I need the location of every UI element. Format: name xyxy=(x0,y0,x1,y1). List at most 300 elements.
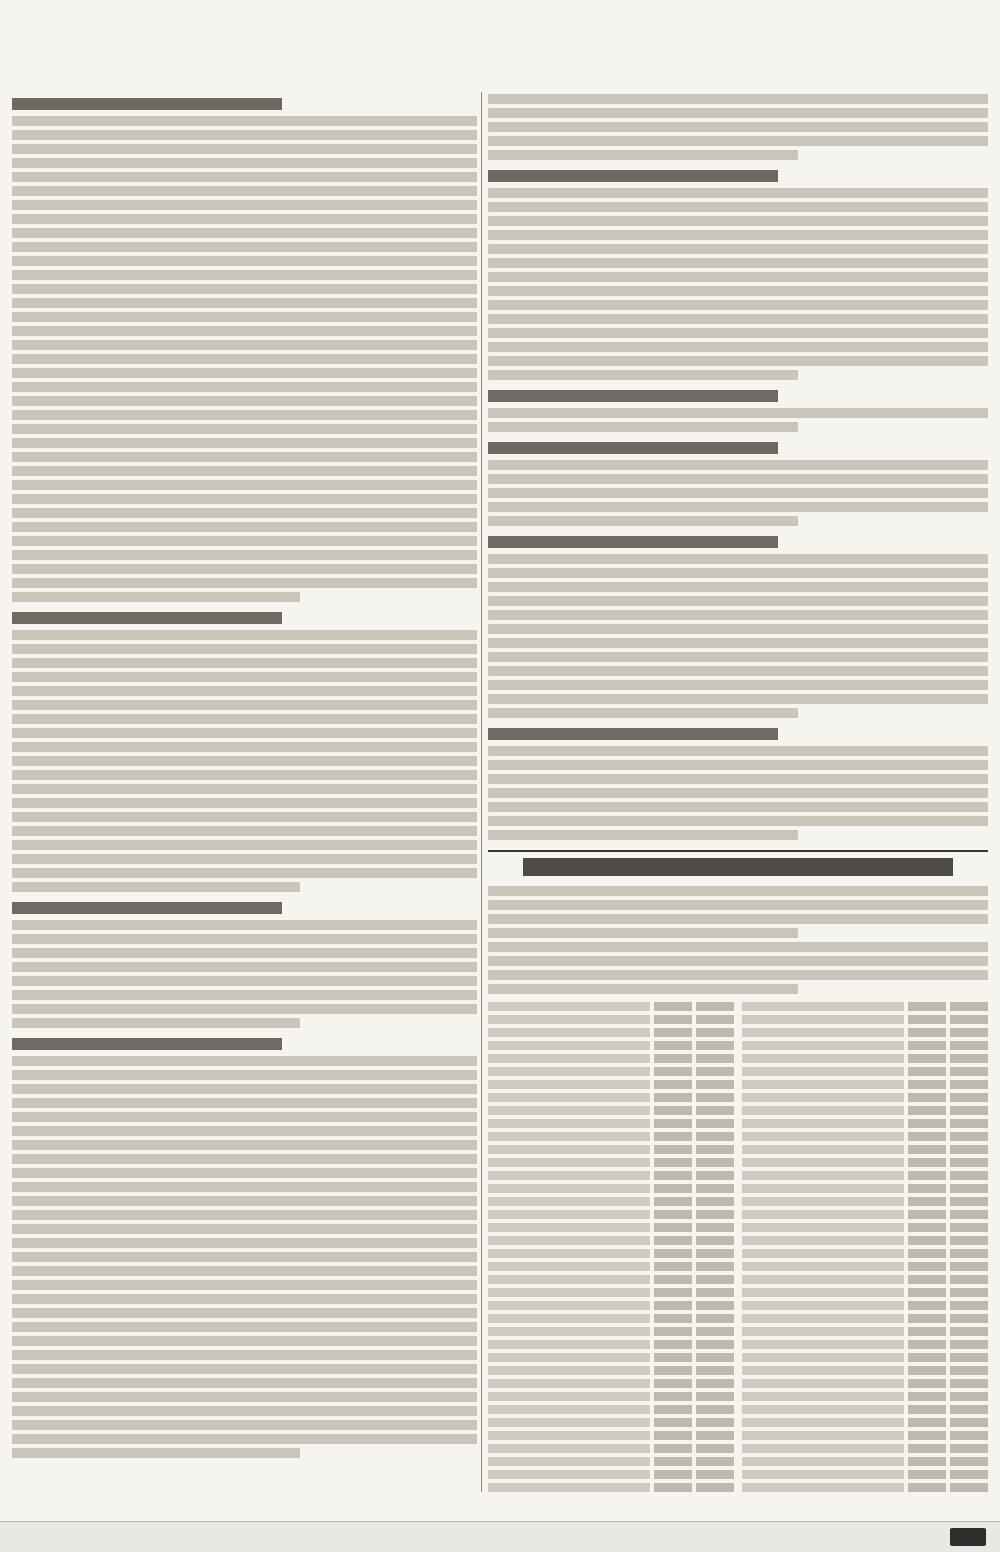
table-cell-placeholder xyxy=(696,1288,734,1297)
table-cell-placeholder xyxy=(654,1327,692,1336)
text-line-placeholder xyxy=(12,480,477,490)
text-line-placeholder xyxy=(12,1196,477,1206)
article-block xyxy=(12,98,477,602)
table-cell-placeholder xyxy=(742,1470,904,1479)
text-line-placeholder xyxy=(12,868,477,878)
stock-quote-row-placeholder xyxy=(742,1236,988,1245)
table-cell-placeholder xyxy=(950,1080,988,1089)
table-cell-placeholder xyxy=(950,1132,988,1141)
table-cell-placeholder xyxy=(488,1184,650,1193)
stock-quote-row-placeholder xyxy=(742,1340,988,1349)
table-cell-placeholder xyxy=(742,1392,904,1401)
table-cell-placeholder xyxy=(742,1379,904,1388)
text-line-placeholder xyxy=(488,244,988,254)
table-cell-placeholder xyxy=(654,1197,692,1206)
text-line-placeholder xyxy=(488,596,988,606)
stock-quote-row-placeholder xyxy=(488,1015,734,1024)
text-line-placeholder xyxy=(488,970,988,980)
table-cell-placeholder xyxy=(908,1470,946,1479)
text-line-placeholder xyxy=(488,300,988,310)
table-cell-placeholder xyxy=(488,1444,650,1453)
table-cell-placeholder xyxy=(696,1379,734,1388)
table-cell-placeholder xyxy=(488,1197,650,1206)
table-cell-placeholder xyxy=(742,1314,904,1323)
text-line-placeholder xyxy=(488,286,988,296)
table-cell-placeholder xyxy=(488,1223,650,1232)
table-cell-placeholder xyxy=(654,1392,692,1401)
stock-quote-row-placeholder xyxy=(488,1171,734,1180)
table-cell-placeholder xyxy=(654,1119,692,1128)
table-cell-placeholder xyxy=(742,1457,904,1466)
stock-quote-row-placeholder xyxy=(488,1275,734,1284)
text-line-placeholder xyxy=(12,424,477,434)
table-cell-placeholder xyxy=(950,1041,988,1050)
article-heading xyxy=(488,170,778,182)
table-cell-placeholder xyxy=(908,1366,946,1375)
table-cell-placeholder xyxy=(696,1171,734,1180)
text-line-placeholder xyxy=(12,564,477,574)
text-line-placeholder xyxy=(12,200,477,210)
table-cell-placeholder xyxy=(950,1119,988,1128)
table-cell-placeholder xyxy=(488,1054,650,1063)
table-cell-placeholder xyxy=(654,1184,692,1193)
table-cell-placeholder xyxy=(654,1080,692,1089)
table-cell-placeholder xyxy=(742,1184,904,1193)
table-cell-placeholder xyxy=(488,1418,650,1427)
table-cell-placeholder xyxy=(950,1249,988,1258)
table-cell-placeholder xyxy=(950,1379,988,1388)
telegram-title xyxy=(523,858,953,876)
table-cell-placeholder xyxy=(654,1444,692,1453)
article-block xyxy=(488,94,988,160)
table-cell-placeholder xyxy=(696,1353,734,1362)
text-line-placeholder xyxy=(12,1434,477,1444)
table-cell-placeholder xyxy=(696,1314,734,1323)
article-heading xyxy=(12,612,282,624)
table-cell-placeholder xyxy=(654,1314,692,1323)
table-cell-placeholder xyxy=(742,1197,904,1206)
text-line-placeholder xyxy=(12,592,300,602)
text-line-placeholder xyxy=(12,756,477,766)
article-heading xyxy=(12,1038,282,1050)
table-cell-placeholder xyxy=(654,1171,692,1180)
stock-quote-row-placeholder xyxy=(742,1093,988,1102)
text-line-placeholder xyxy=(12,1364,477,1374)
text-line-placeholder xyxy=(488,502,988,512)
stock-quote-row-placeholder xyxy=(488,1236,734,1245)
stock-quote-row-placeholder xyxy=(488,1483,734,1492)
text-line-placeholder xyxy=(488,830,798,840)
table-cell-placeholder xyxy=(488,1327,650,1336)
text-line-placeholder xyxy=(488,108,988,118)
text-line-placeholder xyxy=(488,652,988,662)
text-line-placeholder xyxy=(488,624,988,634)
table-cell-placeholder xyxy=(908,1444,946,1453)
text-line-placeholder xyxy=(488,568,988,578)
text-line-placeholder xyxy=(488,216,988,226)
table-cell-placeholder xyxy=(488,1106,650,1115)
table-cell-placeholder xyxy=(950,1197,988,1206)
stock-quote-row-placeholder xyxy=(488,1314,734,1323)
table-cell-placeholder xyxy=(742,1275,904,1284)
digitization-footer xyxy=(0,1521,1000,1552)
table-cell-placeholder xyxy=(908,1002,946,1011)
text-line-placeholder xyxy=(12,948,477,958)
stock-quote-row-placeholder xyxy=(742,1002,988,1011)
table-cell-placeholder xyxy=(950,1340,988,1349)
stock-quote-row-placeholder xyxy=(488,1145,734,1154)
table-cell-placeholder xyxy=(742,1210,904,1219)
text-line-placeholder xyxy=(488,774,988,784)
table-cell-placeholder xyxy=(950,1210,988,1219)
table-cell-placeholder xyxy=(908,1015,946,1024)
text-line-placeholder xyxy=(488,582,988,592)
text-line-placeholder xyxy=(488,956,988,966)
text-line-placeholder xyxy=(12,784,477,794)
text-line-placeholder xyxy=(488,900,988,910)
text-line-placeholder xyxy=(12,116,477,126)
stock-quote-row-placeholder xyxy=(742,1301,988,1310)
text-line-placeholder xyxy=(12,1056,477,1066)
text-line-placeholder xyxy=(488,488,988,498)
text-line-placeholder xyxy=(12,410,477,420)
table-cell-placeholder xyxy=(908,1210,946,1219)
stock-quote-row-placeholder xyxy=(488,1197,734,1206)
table-cell-placeholder xyxy=(696,1054,734,1063)
column-divider xyxy=(481,92,482,1492)
text-line-placeholder xyxy=(488,928,798,938)
table-cell-placeholder xyxy=(742,1483,904,1492)
stock-quote-row-placeholder xyxy=(488,1106,734,1115)
table-cell-placeholder xyxy=(488,1431,650,1440)
text-line-placeholder xyxy=(488,694,988,704)
table-cell-placeholder xyxy=(950,1405,988,1414)
table-cell-placeholder xyxy=(696,1457,734,1466)
table-cell-placeholder xyxy=(950,1106,988,1115)
table-cell-placeholder xyxy=(696,1002,734,1011)
text-line-placeholder xyxy=(12,728,477,738)
table-cell-placeholder xyxy=(908,1132,946,1141)
text-line-placeholder xyxy=(12,186,477,196)
stock-quote-row-placeholder xyxy=(742,1314,988,1323)
text-line-placeholder xyxy=(488,802,988,812)
stock-quote-row-placeholder xyxy=(742,1405,988,1414)
article-block xyxy=(12,1038,477,1458)
table-cell-placeholder xyxy=(488,1288,650,1297)
table-cell-placeholder xyxy=(908,1197,946,1206)
text-line-placeholder xyxy=(12,354,477,364)
table-cell-placeholder xyxy=(488,1145,650,1154)
text-line-placeholder xyxy=(12,672,477,682)
table-cell-placeholder xyxy=(654,1288,692,1297)
text-line-placeholder xyxy=(12,1350,477,1360)
table-cell-placeholder xyxy=(742,1145,904,1154)
stock-quote-row-placeholder xyxy=(488,1431,734,1440)
text-line-placeholder xyxy=(12,1266,477,1276)
text-line-placeholder xyxy=(12,1308,477,1318)
article-block xyxy=(12,612,477,892)
stock-quote-row-placeholder xyxy=(488,1132,734,1141)
table-cell-placeholder xyxy=(654,1002,692,1011)
table-cell-placeholder xyxy=(950,1444,988,1453)
text-line-placeholder xyxy=(488,914,988,924)
text-line-placeholder xyxy=(12,826,477,836)
text-line-placeholder xyxy=(488,680,988,690)
stock-quote-row-placeholder xyxy=(488,1327,734,1336)
table-cell-placeholder xyxy=(950,1184,988,1193)
table-cell-placeholder xyxy=(742,1236,904,1245)
article-block xyxy=(488,390,988,432)
table-cell-placeholder xyxy=(696,1028,734,1037)
stock-quote-row-placeholder xyxy=(742,1483,988,1492)
table-cell-placeholder xyxy=(742,1249,904,1258)
text-line-placeholder xyxy=(12,630,477,640)
table-cell-placeholder xyxy=(696,1158,734,1167)
text-line-placeholder xyxy=(12,990,477,1000)
table-cell-placeholder xyxy=(908,1262,946,1271)
table-cell-placeholder xyxy=(950,1457,988,1466)
table-cell-placeholder xyxy=(488,1080,650,1089)
table-cell-placeholder xyxy=(654,1366,692,1375)
funding-logo xyxy=(950,1528,986,1546)
stock-quote-row-placeholder xyxy=(742,1210,988,1219)
table-cell-placeholder xyxy=(696,1080,734,1089)
table-cell-placeholder xyxy=(950,1483,988,1492)
text-line-placeholder xyxy=(488,666,988,676)
table-cell-placeholder xyxy=(742,1041,904,1050)
table-cell-placeholder xyxy=(488,1132,650,1141)
table-cell-placeholder xyxy=(488,1483,650,1492)
stock-quote-row-placeholder xyxy=(742,1379,988,1388)
table-cell-placeholder xyxy=(908,1158,946,1167)
stock-quote-row-placeholder xyxy=(742,1132,988,1141)
article-block xyxy=(488,536,988,718)
text-line-placeholder xyxy=(12,1140,477,1150)
text-line-placeholder xyxy=(12,298,477,308)
stock-quote-row-placeholder xyxy=(742,1275,988,1284)
table-cell-placeholder xyxy=(908,1028,946,1037)
table-cell-placeholder xyxy=(696,1041,734,1050)
text-line-placeholder xyxy=(12,578,477,588)
table-cell-placeholder xyxy=(950,1028,988,1037)
text-line-placeholder xyxy=(12,644,477,654)
stock-quote-row-placeholder xyxy=(488,1418,734,1427)
table-cell-placeholder xyxy=(950,1275,988,1284)
table-cell-placeholder xyxy=(654,1457,692,1466)
table-cell-placeholder xyxy=(654,1093,692,1102)
text-line-placeholder xyxy=(12,326,477,336)
page-number xyxy=(468,60,498,84)
table-cell-placeholder xyxy=(742,1119,904,1128)
table-cell-placeholder xyxy=(950,1353,988,1362)
stock-quote-row-placeholder xyxy=(742,1457,988,1466)
table-cell-placeholder xyxy=(654,1262,692,1271)
stock-quotes-right xyxy=(742,998,988,1492)
table-cell-placeholder xyxy=(654,1015,692,1024)
table-cell-placeholder xyxy=(488,1067,650,1076)
text-line-placeholder xyxy=(12,1252,477,1262)
table-cell-placeholder xyxy=(488,1041,650,1050)
stock-quote-row-placeholder xyxy=(488,1028,734,1037)
table-cell-placeholder xyxy=(696,1418,734,1427)
table-cell-placeholder xyxy=(696,1483,734,1492)
text-line-placeholder xyxy=(12,742,477,752)
left-column xyxy=(12,92,477,1492)
article-heading xyxy=(488,390,778,402)
text-line-placeholder xyxy=(488,942,988,952)
table-cell-placeholder xyxy=(654,1067,692,1076)
table-cell-placeholder xyxy=(908,1041,946,1050)
text-line-placeholder xyxy=(488,760,988,770)
text-line-placeholder xyxy=(488,202,988,212)
table-cell-placeholder xyxy=(908,1457,946,1466)
text-line-placeholder xyxy=(488,136,988,146)
table-cell-placeholder xyxy=(654,1301,692,1310)
text-line-placeholder xyxy=(12,312,477,322)
table-cell-placeholder xyxy=(908,1327,946,1336)
text-line-placeholder xyxy=(488,746,988,756)
text-line-placeholder xyxy=(12,700,477,710)
table-cell-placeholder xyxy=(654,1028,692,1037)
text-line-placeholder xyxy=(12,508,477,518)
text-line-placeholder xyxy=(12,214,477,224)
text-line-placeholder xyxy=(12,158,477,168)
table-cell-placeholder xyxy=(908,1067,946,1076)
table-cell-placeholder xyxy=(488,1457,650,1466)
article-heading xyxy=(488,442,778,454)
table-cell-placeholder xyxy=(654,1210,692,1219)
table-cell-placeholder xyxy=(908,1405,946,1414)
table-cell-placeholder xyxy=(950,1262,988,1271)
table-cell-placeholder xyxy=(696,1327,734,1336)
table-cell-placeholder xyxy=(654,1223,692,1232)
text-line-placeholder xyxy=(12,1004,477,1014)
table-cell-placeholder xyxy=(696,1275,734,1284)
stock-quote-row-placeholder xyxy=(488,1041,734,1050)
stock-quote-row-placeholder xyxy=(742,1041,988,1050)
stock-quote-row-placeholder xyxy=(488,1210,734,1219)
table-cell-placeholder xyxy=(742,1353,904,1362)
text-line-placeholder xyxy=(12,1392,477,1402)
table-cell-placeholder xyxy=(950,1327,988,1336)
text-line-placeholder xyxy=(12,452,477,462)
text-line-placeholder xyxy=(488,610,988,620)
stock-quote-row-placeholder xyxy=(742,1327,988,1336)
text-line-placeholder xyxy=(12,242,477,252)
table-cell-placeholder xyxy=(908,1236,946,1245)
table-cell-placeholder xyxy=(950,1171,988,1180)
stock-quote-row-placeholder xyxy=(742,1470,988,1479)
table-cell-placeholder xyxy=(696,1132,734,1141)
stock-quote-row-placeholder xyxy=(742,1392,988,1401)
text-line-placeholder xyxy=(488,188,988,198)
text-line-placeholder xyxy=(12,840,477,850)
table-cell-placeholder xyxy=(654,1340,692,1349)
table-cell-placeholder xyxy=(950,1288,988,1297)
text-line-placeholder xyxy=(12,1448,300,1458)
text-line-placeholder xyxy=(488,984,798,994)
table-cell-placeholder xyxy=(742,1015,904,1024)
text-line-placeholder xyxy=(12,1238,477,1248)
article-block xyxy=(488,728,988,840)
table-cell-placeholder xyxy=(742,1158,904,1167)
table-cell-placeholder xyxy=(654,1132,692,1141)
telegram-report xyxy=(488,942,988,994)
table-cell-placeholder xyxy=(908,1184,946,1193)
table-cell-placeholder xyxy=(742,1080,904,1089)
table-cell-placeholder xyxy=(696,1236,734,1245)
text-line-placeholder xyxy=(12,1224,477,1234)
text-line-placeholder xyxy=(12,812,477,822)
table-cell-placeholder xyxy=(950,1236,988,1245)
stock-quote-row-placeholder xyxy=(742,1249,988,1258)
text-line-placeholder xyxy=(12,1280,477,1290)
text-line-placeholder xyxy=(488,122,988,132)
stock-quote-row-placeholder xyxy=(488,1405,734,1414)
table-cell-placeholder xyxy=(488,1314,650,1323)
text-line-placeholder xyxy=(488,886,988,896)
table-cell-placeholder xyxy=(696,1145,734,1154)
text-line-placeholder xyxy=(488,474,988,484)
text-line-placeholder xyxy=(488,314,988,324)
table-cell-placeholder xyxy=(654,1249,692,1258)
table-cell-placeholder xyxy=(742,1444,904,1453)
table-cell-placeholder xyxy=(742,1054,904,1063)
text-line-placeholder xyxy=(12,882,300,892)
stock-quote-row-placeholder xyxy=(742,1067,988,1076)
table-cell-placeholder xyxy=(742,1223,904,1232)
text-line-placeholder xyxy=(12,1084,477,1094)
text-line-placeholder xyxy=(12,466,477,476)
table-cell-placeholder xyxy=(950,1093,988,1102)
stock-quote-row-placeholder xyxy=(488,1470,734,1479)
stock-quote-row-placeholder xyxy=(488,1119,734,1128)
telegram-report xyxy=(488,886,988,938)
stock-quote-row-placeholder xyxy=(488,1392,734,1401)
text-line-placeholder xyxy=(12,368,477,378)
table-cell-placeholder xyxy=(908,1314,946,1323)
table-cell-placeholder xyxy=(742,1132,904,1141)
text-line-placeholder xyxy=(488,258,988,268)
stock-quote-row-placeholder xyxy=(488,1353,734,1362)
text-line-placeholder xyxy=(12,920,477,930)
table-cell-placeholder xyxy=(696,1392,734,1401)
table-cell-placeholder xyxy=(742,1327,904,1336)
table-cell-placeholder xyxy=(696,1249,734,1258)
stock-quote-row-placeholder xyxy=(488,1249,734,1258)
table-cell-placeholder xyxy=(696,1015,734,1024)
table-cell-placeholder xyxy=(654,1236,692,1245)
table-cell-placeholder xyxy=(742,1093,904,1102)
table-cell-placeholder xyxy=(908,1275,946,1284)
text-line-placeholder xyxy=(12,438,477,448)
table-cell-placeholder xyxy=(950,1314,988,1323)
text-line-placeholder xyxy=(12,1126,477,1136)
stock-quote-row-placeholder xyxy=(488,1340,734,1349)
table-cell-placeholder xyxy=(488,1366,650,1375)
text-line-placeholder xyxy=(12,1070,477,1080)
table-cell-placeholder xyxy=(488,1028,650,1037)
table-cell-placeholder xyxy=(908,1340,946,1349)
stock-quote-row-placeholder xyxy=(742,1171,988,1180)
text-line-placeholder xyxy=(488,370,798,380)
table-cell-placeholder xyxy=(742,1067,904,1076)
text-line-placeholder xyxy=(12,536,477,546)
text-line-placeholder xyxy=(12,686,477,696)
article-block xyxy=(488,442,988,526)
table-cell-placeholder xyxy=(488,1119,650,1128)
table-cell-placeholder xyxy=(696,1431,734,1440)
